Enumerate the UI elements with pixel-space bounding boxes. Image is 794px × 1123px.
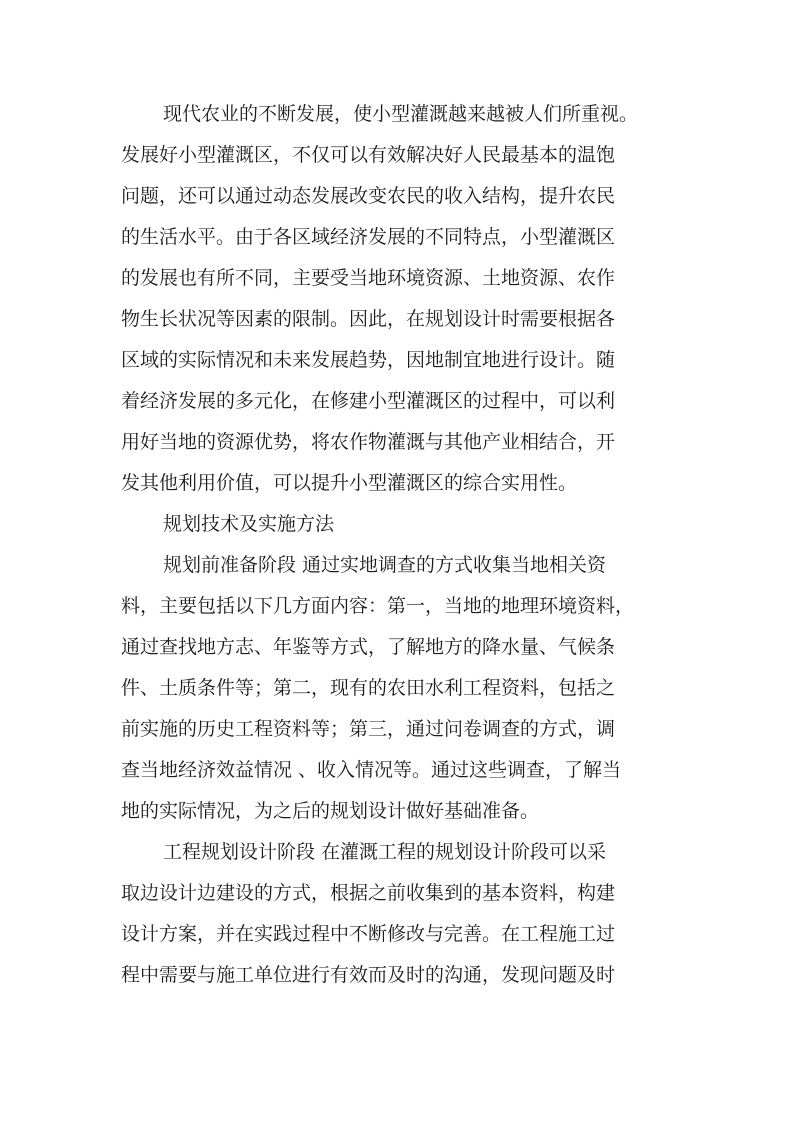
paragraph-3-line: 程中需要与施工单位进行有效而及时的沟通，发现问题及时 bbox=[121, 964, 616, 986]
paragraph-2-line: 规划前准备阶段 通过实地调查的方式收集当地相关资 bbox=[163, 554, 607, 576]
paragraph-2-line: 地的实际情况，为之后的规划设计做好基础准备。 bbox=[121, 800, 540, 822]
paragraph-1-line: 发其他利用价值，可以提升小型灌溉区的综合实用性。 bbox=[121, 472, 578, 494]
paragraph-2-line: 前实施的历史工程资料等；第三，通过问卷调查的方式，调 bbox=[121, 718, 616, 740]
paragraph-1-line: 用好当地的资源优势，将农作物灌溉与其他产业相结合，开 bbox=[121, 431, 616, 453]
paragraph-2-line: 查当地经济效益情况 、收入情况等。通过这些调查，了解当 bbox=[121, 759, 622, 781]
paragraph-3-line: 工程规划设计阶段 在灌溉工程的规划设计阶段可以采 bbox=[163, 841, 607, 863]
paragraph-3-line: 取边设计边建设的方式，根据之前收集到的基本资料，构建 bbox=[121, 882, 616, 904]
paragraph-1-line: 的生活水平。由于各区域经济发展的不同特点，小型灌溉区 bbox=[121, 226, 616, 248]
paragraph-1-line: 物生长状况等因素的限制。因此，在规划设计时需要根据各 bbox=[121, 308, 616, 330]
document-body bbox=[121, 94, 681, 996]
paragraph-1-line: 现代农业的不断发展，使小型灌溉越来越被人们所重视。 bbox=[163, 103, 639, 125]
paragraph-1-line: 发展好小型灌溉区，不仅可以有效解决好人民最基本的温饱 bbox=[121, 144, 616, 166]
paragraph-2-line: 料，主要包括以下几方面内容：第一，当地的地理环境资料， bbox=[121, 595, 635, 617]
section-heading: 规划技术及实施方法 bbox=[163, 513, 335, 535]
paragraph-1-line: 着经济发展的多元化，在修建小型灌溉区的过程中，可以利 bbox=[121, 390, 616, 412]
paragraph-2-line: 件、土质条件等；第二，现有的农田水利工程资料，包括之 bbox=[121, 677, 616, 699]
paragraph-3-line: 设计方案，并在实践过程中不断修改与完善。在工程施工过 bbox=[121, 923, 616, 945]
paragraph-1-line: 问题，还可以通过动态发展改变农民的收入结构，提升农民 bbox=[121, 185, 616, 207]
paragraph-2-line: 通过查找地方志、年鉴等方式，了解地方的降水量、气候条 bbox=[121, 636, 616, 658]
paragraph-1-line: 区域的实际情况和未来发展趋势，因地制宜地进行设计。随 bbox=[121, 349, 616, 371]
paragraph-1-line: 的发展也有所不同，主要受当地环境资源、土地资源、农作 bbox=[121, 267, 616, 289]
